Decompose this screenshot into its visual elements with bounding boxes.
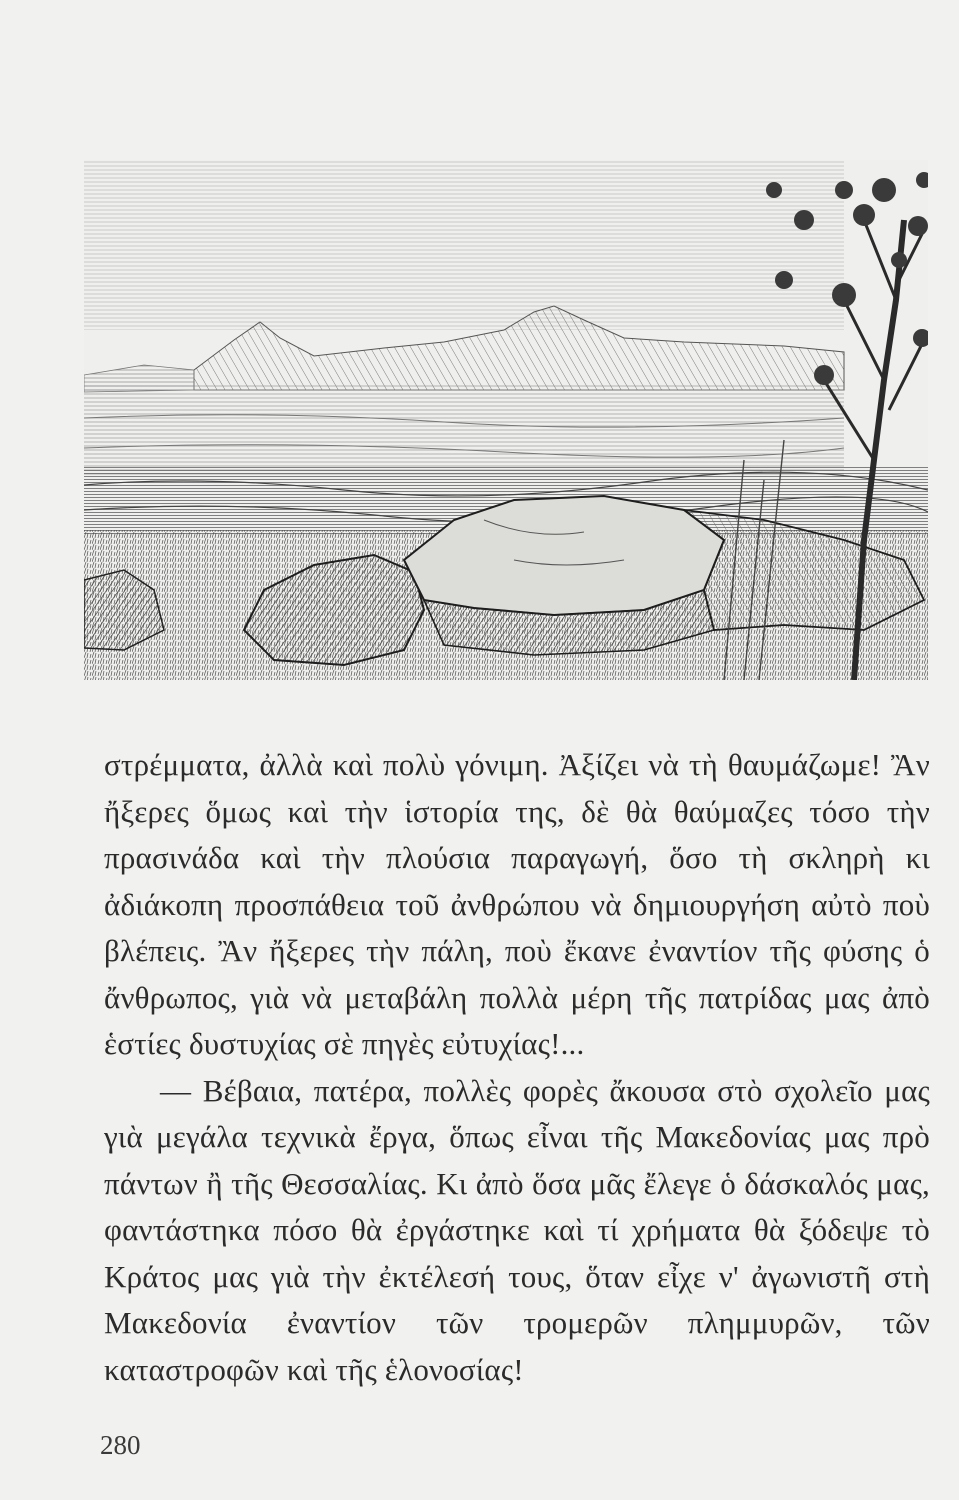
page-number: 280 [100,1430,141,1460]
body-text [104,742,930,1393]
engraving-illustration [84,160,928,680]
paragraph-dialogue: — Βέβαια, πατέρα, πολλὲς φορὲς ἄκουσα στὸ σχολεῖο μας γιὰ μεγάλα τεχνικὰ ἔργα, ὅπως εἶναι τῆς Μακεδονίας μας πρὸ πάντων ἢ τῆς Θεσσαλίας. Κι ἀπὸ ὅσα μᾶς ἔλεγε ὁ δάσκαλός μας, φαντάστηκα πόσο θὰ ἐργάστηκε καὶ τί χρήματα θὰ ξόδεψε τὸ Κράτος μας γιὰ τὴν ἐκτέλεσή τους, ὅταν εἶχε ν' ἀγωνιστῆ στὴ Μακεδονία ἐναντίον τῶν τρομερῶν πλημμυρῶν, τῶν καταστροφῶν καὶ τῆς ἑλονοσίας! [104,1072,930,1387]
landscape-engraving [84,160,928,680]
paragraph-continuation: στρέμματα, ἀλλὰ καὶ πολὺ γόνιμη. Ἀξίζει νὰ τὴ θαυμάζωμε! Ἂν ἤξερες ὅμως καὶ τὴν ἱστορία της, δὲ θὰ θαύμαζες τόσο τὴν πρασινάδα καὶ τὴν πλούσια παραγωγή, ὅσο τὴ σκληρὴ κι ἀδιάκοπη προσπάθεια τοῦ ἀνθρώπου νὰ δημιουργήση αὐτὸ ποὺ βλέπεις. Ἂν ἤξερες τὴν πάλη, ποὺ ἔκανε ἐναντίον τῆς φύσης ὁ ἄνθρωπος, γιὰ νὰ μεταβάλη πολλὰ μέρη τῆς πατρίδας μας ἀπὸ ἑστίες δυστυχίας σὲ πηγὲς εὐτυχίας!... [104,747,930,1061]
